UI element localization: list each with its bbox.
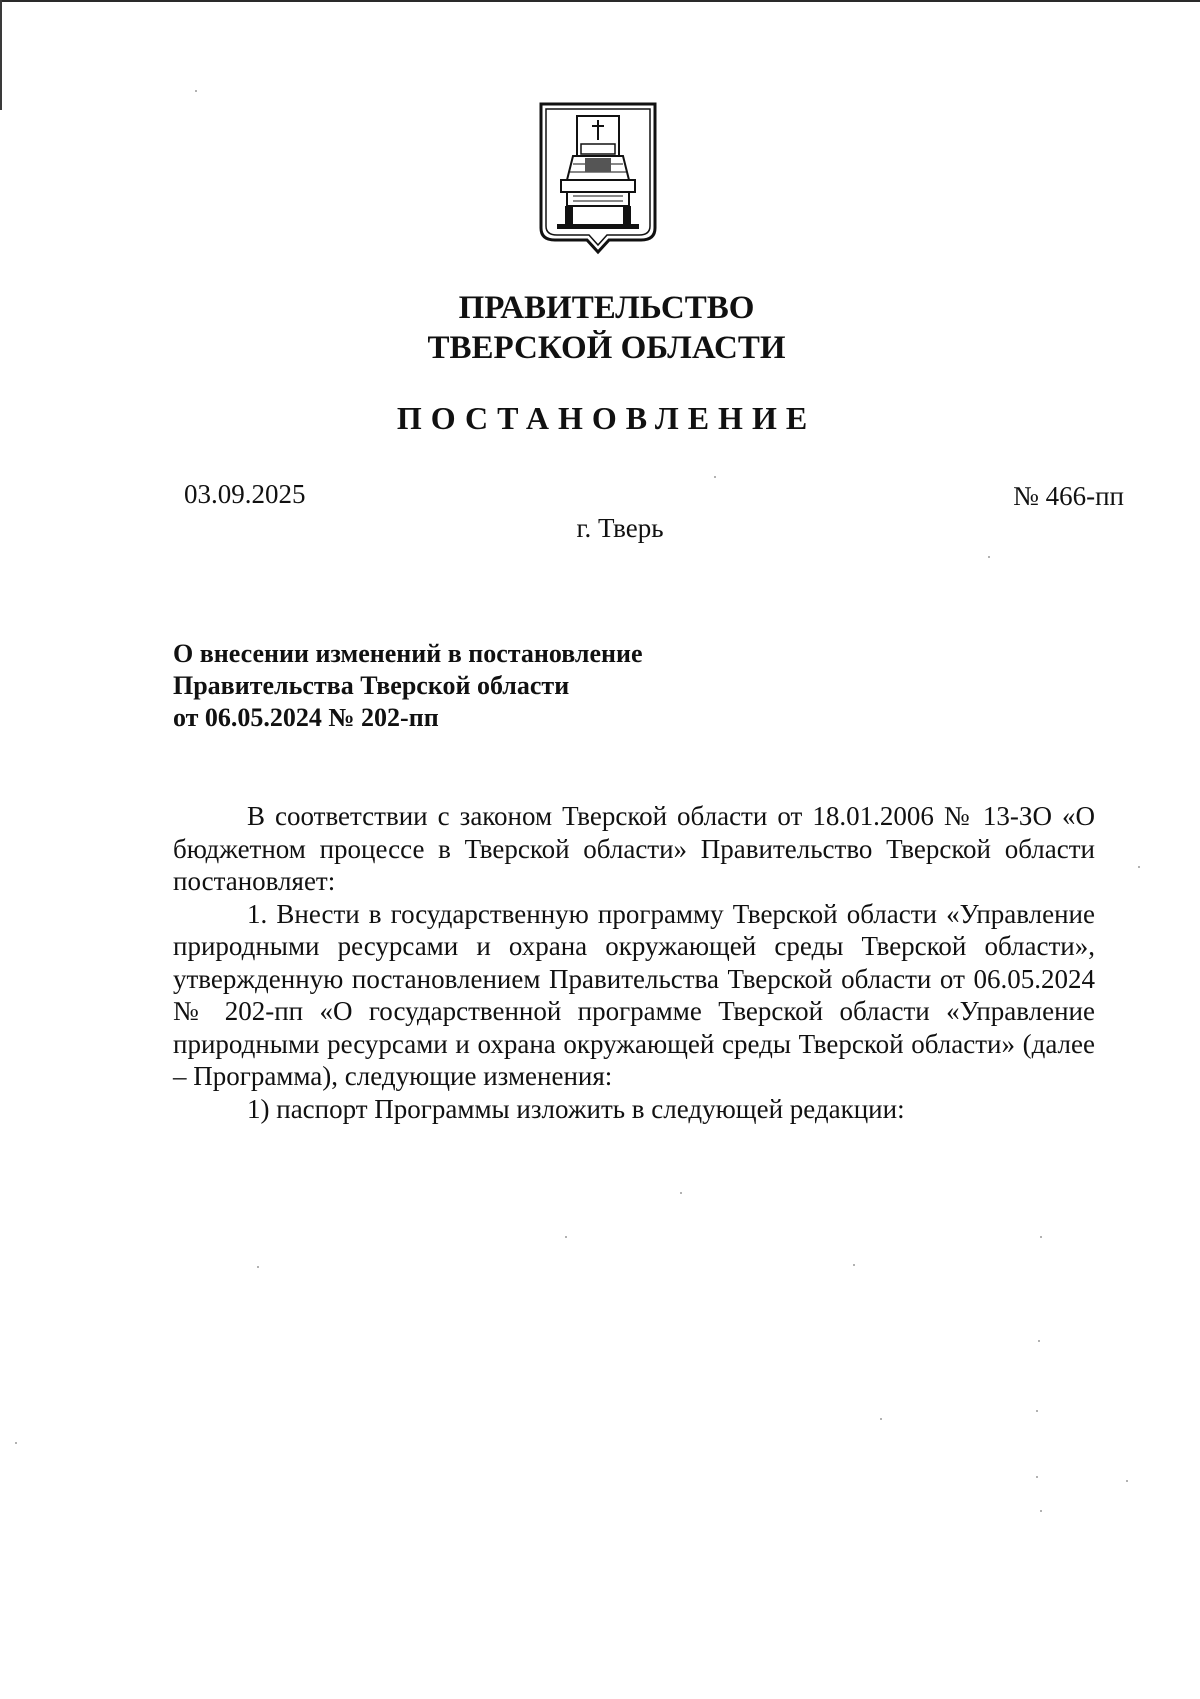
scan-speck bbox=[15, 1442, 17, 1444]
scan-speck bbox=[1138, 866, 1140, 868]
scan-edge-left bbox=[0, 0, 2, 110]
body-paragraph-subitem-1: 1) паспорт Программы изложить в следующей редакции: bbox=[247, 1093, 905, 1124]
organization-name bbox=[0, 288, 1200, 368]
scan-speck bbox=[257, 1266, 259, 1268]
document-number: № 466-пп bbox=[1013, 481, 1124, 511]
scan-speck bbox=[195, 90, 197, 92]
organization-name-line2: ТВЕРСКОЙ ОБЛАСТИ bbox=[427, 330, 786, 366]
scan-speck bbox=[680, 1192, 682, 1194]
scan-speck bbox=[853, 1264, 855, 1266]
scan-speck bbox=[988, 556, 990, 558]
body-paragraph-preamble: В соответствии с законом Тверской области от 18.01.2006 № 13-ЗО «О бюджетном процессе в Тверской области» Правительство Тверской области постановляет: bbox=[173, 801, 1095, 896]
scan-speck bbox=[1040, 1236, 1042, 1238]
document-body bbox=[173, 800, 1095, 1125]
scan-speck bbox=[1036, 1476, 1038, 1478]
document-city: г. Тверь bbox=[576, 513, 664, 543]
subject-line1: О внесении изменений в постановление bbox=[173, 639, 643, 668]
scan-speck bbox=[1126, 1480, 1128, 1482]
scan-speck bbox=[1036, 1410, 1038, 1412]
scan-edge-top bbox=[0, 0, 1200, 2]
organization-name-line1: ПРАВИТЕЛЬСТВО bbox=[458, 290, 755, 326]
document-date: 03.09.2025 bbox=[184, 479, 306, 509]
scan-speck bbox=[880, 1418, 882, 1420]
coat-of-arms-icon bbox=[537, 100, 659, 256]
document-type-title: ПОСТАНОВЛЕНИЕ bbox=[396, 400, 817, 436]
scan-speck bbox=[714, 476, 716, 478]
scan-speck bbox=[1040, 1510, 1042, 1512]
subject-line3: от 06.05.2024 № 202-пп bbox=[173, 703, 439, 732]
scan-speck bbox=[1038, 1340, 1040, 1342]
subject-line2: Правительства Тверской области bbox=[173, 671, 570, 700]
body-paragraph-item-1: 1. Внести в государственную программу Тверской области «Управление природными ресурсами и охрана окружающей среды Тверской области», утвержденную постановлением Правительства Тверской области от 06.05.2024 № 202-пп «О государственной программе Тверской области «Управление природными ресурсами и охрана окружающей среды Тверской области» (далее – Программа), следующие изменения: bbox=[173, 898, 1095, 1091]
scan-speck bbox=[565, 1236, 567, 1238]
document-subject bbox=[173, 638, 643, 734]
